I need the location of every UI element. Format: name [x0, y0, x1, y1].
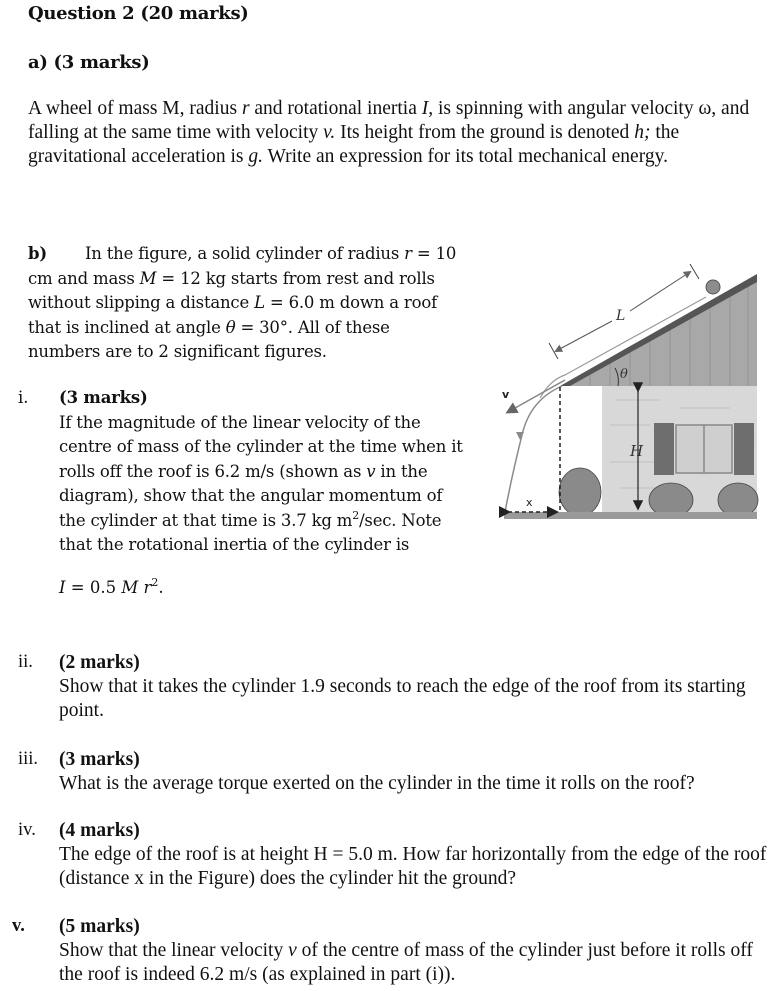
- inertia-formula: [59, 578, 164, 597]
- subpart-iv-numeral: iv.: [18, 820, 36, 840]
- subpart-ii: [59, 651, 779, 723]
- text: If the magnitude of the linear velocity of the centre of mass of the cylinder at the time when it rolls off the roof is 6.2 m/s (shown as: [59, 412, 463, 481]
- text: of the centre of mass of the cylinder just before it rolls off the roof is indeed 6.2 m/s (as explained in part (i)).: [59, 940, 753, 985]
- text: Show that it takes the cylinder 1.9 seconds to reach the edge of the roof from its starting point.: [59, 676, 746, 721]
- var-v: v.: [323, 122, 336, 143]
- text: is spinning with angular velocity ω, and falling at the same time with velocity: [28, 98, 750, 143]
- subpart-iv: [59, 819, 779, 891]
- label-H: H: [630, 442, 644, 460]
- text: The edge of the roof is at height H = 5.0 m. How far horizontally from the edge of the roof (distance x in the Figure) does the cylinder hit the ground?: [59, 844, 767, 889]
- var-M: M: [121, 578, 139, 597]
- subpart-i-numeral: i.: [18, 388, 29, 407]
- label-v: v: [502, 388, 510, 401]
- text: .: [158, 578, 164, 597]
- superscript: 2: [151, 576, 159, 589]
- cylinder: [706, 280, 720, 294]
- var-I: I: [59, 578, 66, 597]
- text: In the figure, a solid cylinder of radius: [84, 244, 405, 263]
- subpart-ii-marks: (2 marks): [59, 652, 140, 673]
- text: and rotational inertia: [249, 98, 422, 119]
- trajectory: [505, 386, 562, 512]
- right-shutter: [734, 423, 754, 475]
- subpart-ii-numeral: ii.: [18, 652, 33, 672]
- label-x: x: [526, 496, 533, 509]
- var-M: M: [139, 268, 157, 288]
- subpart-v: [59, 915, 779, 987]
- superscript: 2: [352, 508, 360, 522]
- text: Write an expression for its total mechanical energy.: [262, 146, 668, 167]
- text: = 12 kg starts from rest and rolls without slipping a distance: [28, 268, 435, 312]
- text: Show that the linear velocity: [59, 940, 289, 961]
- subpart-i-marks: (3 marks): [59, 388, 148, 407]
- var-r: r: [241, 98, 250, 119]
- var-I: I,: [421, 98, 434, 119]
- text: Its height from the ground is denoted: [335, 122, 635, 143]
- subpart-iii-numeral: iii.: [18, 749, 39, 769]
- part-b-label: b): [28, 244, 47, 263]
- roof-cylinder-figure: [490, 250, 775, 525]
- text: = 10 cm and mass: [28, 244, 457, 288]
- subpart-v-marks: (5 marks): [59, 916, 140, 937]
- var-v: v: [288, 940, 297, 961]
- text: /sec. Note that the rotational inertia of the cylinder is: [59, 510, 442, 554]
- text: in the diagram), show that the angular momentum of the cylinder at that time is 3.7 kg m: [59, 461, 443, 530]
- label-L: L: [616, 308, 626, 324]
- subpart-iv-marks: (4 marks): [59, 820, 140, 841]
- text: = 0.5: [65, 578, 122, 597]
- var-h: h;: [634, 122, 651, 143]
- part-a-text: [28, 97, 773, 169]
- var-v: v: [366, 461, 376, 481]
- text: the gravitational acceleration is: [28, 122, 680, 167]
- var-theta: θ: [225, 317, 236, 337]
- text: = 30°. All of these numbers are to 2 significant figures.: [28, 317, 390, 361]
- part-a-label: a) (3 marks): [28, 52, 150, 73]
- text: = 6.0 m down a roof that is inclined at angle: [28, 293, 437, 337]
- var-g: g.: [248, 146, 263, 167]
- house-diagram: [490, 250, 775, 525]
- ground: [504, 512, 757, 519]
- subpart-v-numeral: v.: [12, 916, 25, 936]
- text: A wheel of mass M, radius: [28, 98, 242, 119]
- label-theta: θ: [620, 367, 628, 382]
- subpart-i: [59, 386, 469, 558]
- var-r: r: [138, 578, 152, 597]
- subpart-iii-marks: (3 marks): [59, 749, 140, 770]
- text: What is the average torque exerted on the cylinder in the time it rolls on the roof?: [59, 773, 695, 794]
- var-r: r: [404, 244, 412, 263]
- var-L: L: [254, 293, 265, 312]
- left-shutter: [654, 423, 674, 475]
- question-title: Question 2 (20 marks): [28, 3, 249, 24]
- part-b-text: [28, 242, 458, 365]
- subpart-iii: [59, 748, 779, 796]
